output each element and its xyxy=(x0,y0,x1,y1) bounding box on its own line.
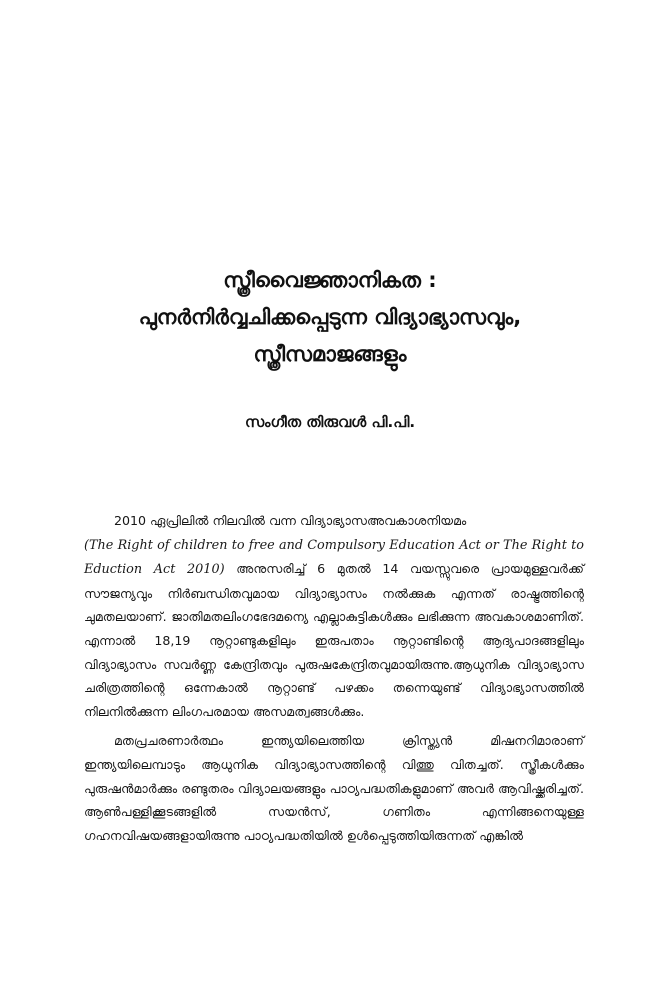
author-name: സംഗീത തിരുവൾ പി.പി. xyxy=(244,413,416,431)
paragraph-1 xyxy=(84,509,584,723)
paragraph-2: മതപ്രചരണാർത്ഥം ഇന്ത്യയിലെത്തിയ ക്രിസ്ത്യൻ മിഷനറിമാരാണ് ഇന്ത്യയിലെമ്പാടും ആധുനിക വിദ്യാഭ്യാസത്തിന്റെ വിത്തു വിതച്ചത്. സ്ത്രീകൾക്കും പുരുഷൻമാർക്കും രണ്ടുതരം വിദ്യാലയങ്ങളും പാഠ്യപദ്ധതികളുമാണ് അവർ ആവിഷ്ക്കരിച്ചത്. ആൺപള്ളിക്കൂടങ്ങളിൽ സയൻസ്, ഗണിതം എന്നിങ്ങനെയുള്ള ഗഹനവിഷയങ്ങളായിരുന്നു പാഠ്യപദ്ധതിയിൽ ഉൾപ്പെടുത്തിയിരുന്നത് എങ്കിൽ xyxy=(84,733,584,843)
title-line-2: പുനർനിർവ്വചിക്കപ്പെടുന്ന വിദ്യാഭ്യാസവും, xyxy=(138,305,522,329)
paragraph-1-rest: അനുസരിച്ച് 6 മുതൽ 14 വയസ്സുവരെ പ്രായമുള്ളവർക്ക് സൗജന്യവും നിർബന്ധിതവുമായ വിദ്യാഭ്യാസം നൽക്കുക എന്നത് രാഷ്ട്രത്തിന്റെ ചുമതലയാണ്. ജാതിമതലിംഗഭേദമന്യെ എല്ലാകുട്ടികൾക്കും ലഭിക്കുന്ന അവകാശമാണിത്. എന്നാൽ 18,19 നൂറ്റാണ്ടുകളിലും ഇരുപതാം നൂറ്റാണ്ടിന്റെ ആദ്യപാദങ്ങളിലും വിദ്യാഭ്യാസം സവർണ്ണ കേന്ദ്രിതവും പുരുഷകേന്ദ്രിതവുമായിരുന്നു.ആധുനിക വിദ്യാഭ്യാസ ചരിത്രത്തിന്റെ ഒന്നേകാൽ നൂറ്റാണ്ട് പഴക്കം തന്നെയുണ്ട് വിദ്യാഭ്യാസത്തിൽ നിലനിൽക്കുന്ന ലിംഗപരമായ അസമത്വങ്ങൾക്കും. xyxy=(84,561,584,719)
article-title xyxy=(60,262,600,373)
article-body xyxy=(84,509,584,847)
title-line-1: സ്ത്രീവൈജ്ഞാനികത : xyxy=(223,268,437,292)
act-english-title: (The Right of children to free and Compulsory Education Act or The Right to Eduction Act 2010) xyxy=(84,537,584,578)
title-line-3: സ്ത്രീസമാജങ്ങളും xyxy=(253,342,407,366)
paragraph-1-lead: 2010 ഏപ്രിലിൽ നിലവിൽ വന്ന വിദ്യാഭ്യാസഅവകാശനിയമം xyxy=(114,513,467,528)
